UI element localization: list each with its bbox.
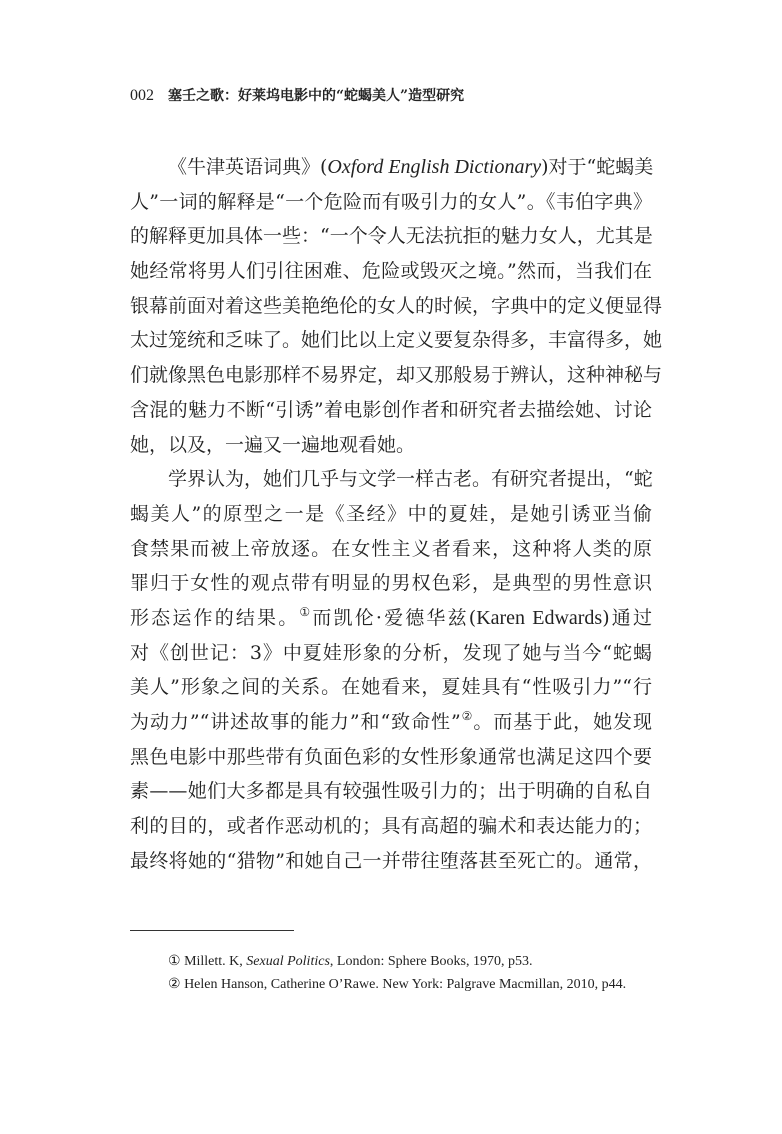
text-line-7: 们就像黑色电影那样不易界定，却又那般易于辨认，这种神秘与: [130, 364, 663, 387]
footnote-mark: ②: [168, 977, 181, 992]
footnote-2: [130, 973, 652, 996]
text-line-18: 黑色电影中那些带有负面色彩的女性形象通常也满足这四个要: [130, 745, 652, 768]
text-line-12: 食禁果而被上帝放逐。在女性主义者看来，这种将人类的原: [130, 537, 652, 560]
page-number: 002: [130, 87, 154, 104]
text-span: )通过: [602, 606, 652, 629]
text-line-19: 素——她们大多都是具有较强性吸引力的；出于明确的自私自: [130, 780, 652, 803]
text-line-14: [130, 601, 652, 636]
text-line-1: [130, 150, 652, 185]
text-span: 为动力”“讲述故事的能力”和“致命性”: [130, 711, 461, 733]
text-line-11: 蝎美人”的原型之一是《圣经》中的夏娃，是她引诱亚当偷: [130, 502, 652, 525]
english-title-oed: Oxford English Dictionary: [327, 156, 542, 178]
text-line-5: 银幕前面对着这些美艳绝伦的女人的时候，字典中的定义便显得: [130, 294, 663, 317]
text-line-10: 学界认为，她们几乎与文学一样古老。有研究者提出，“蛇: [168, 468, 653, 491]
footnote-text: Helen Hanson, Catherine O’Rawe. New York: Palgrave Macmillan, 2010, p44.: [184, 977, 627, 992]
text-line-9: 她，以及，一遍又一遍地观看她。: [130, 433, 416, 456]
running-header: [130, 86, 690, 106]
footnote-1: [130, 950, 652, 973]
text-line-6: 太过笼统和乏味了。她们比以上定义要复杂得多，丰富得多，她: [130, 329, 663, 352]
footnote-publication: , London: Sphere Books, 1970, p53.: [329, 954, 533, 969]
text-line-15: 对《创世记：3》中夏娃形象的分析，发现了她与当今“蛇蝎: [130, 641, 652, 664]
footnote-author: Millett. K,: [184, 954, 247, 969]
footnote-book-title: Sexual Politics: [246, 954, 330, 969]
book-title: 塞壬之歌：好莱坞电影中的“蛇蝎美人”造型研究: [168, 88, 465, 104]
text-line-2: 人”一词的解释是“一个危险而有吸引力的女人”。《韦伯字典》: [130, 190, 652, 213]
text-line-21: 最终将她的“猎物”和她自己一并带往堕落甚至死亡的。通常，: [130, 849, 652, 872]
body-text: [130, 150, 663, 878]
text-line-3: 的解释更加具体一些：“一个令人无法抗拒的魅力女人，尤其是: [130, 225, 653, 248]
footnote-divider: [130, 930, 294, 931]
footnote-mark: ①: [168, 954, 181, 969]
text-line-4: 她经常将男人们引往困难、危险或毁灭之境。”然而，当我们在: [130, 260, 652, 283]
text-span: 。而基于此，她发现: [473, 711, 652, 733]
footnote-ref-2[interactable]: ②: [460, 709, 474, 723]
text-line-8: 含混的魅力不断“引诱”着电影创作者和研究者去描绘她、讨论: [130, 398, 652, 421]
text-span: 《牛津英语词典》(: [168, 156, 328, 178]
text-span: )对于“蛇蝎美: [541, 156, 654, 178]
footnote-ref-1[interactable]: ①: [299, 604, 313, 619]
text-line-17: [130, 705, 652, 740]
footnotes: [130, 950, 652, 996]
text-span: 形态运作的结果。: [130, 606, 300, 629]
text-line-20: 利的目的，或者作恶动机的；具有高超的骗术和表达能力的；: [130, 815, 652, 838]
english-name: Karen Edwards: [476, 606, 603, 629]
text-line-16: 美人”形象之间的关系。在她看来，夏娃具有“性吸引力”“行: [130, 676, 652, 699]
text-line-13: 罪归于女性的观点带有明显的男权色彩，是典型的男性意识: [130, 572, 652, 595]
text-span: 而凯伦·爱德华兹(: [312, 606, 477, 629]
